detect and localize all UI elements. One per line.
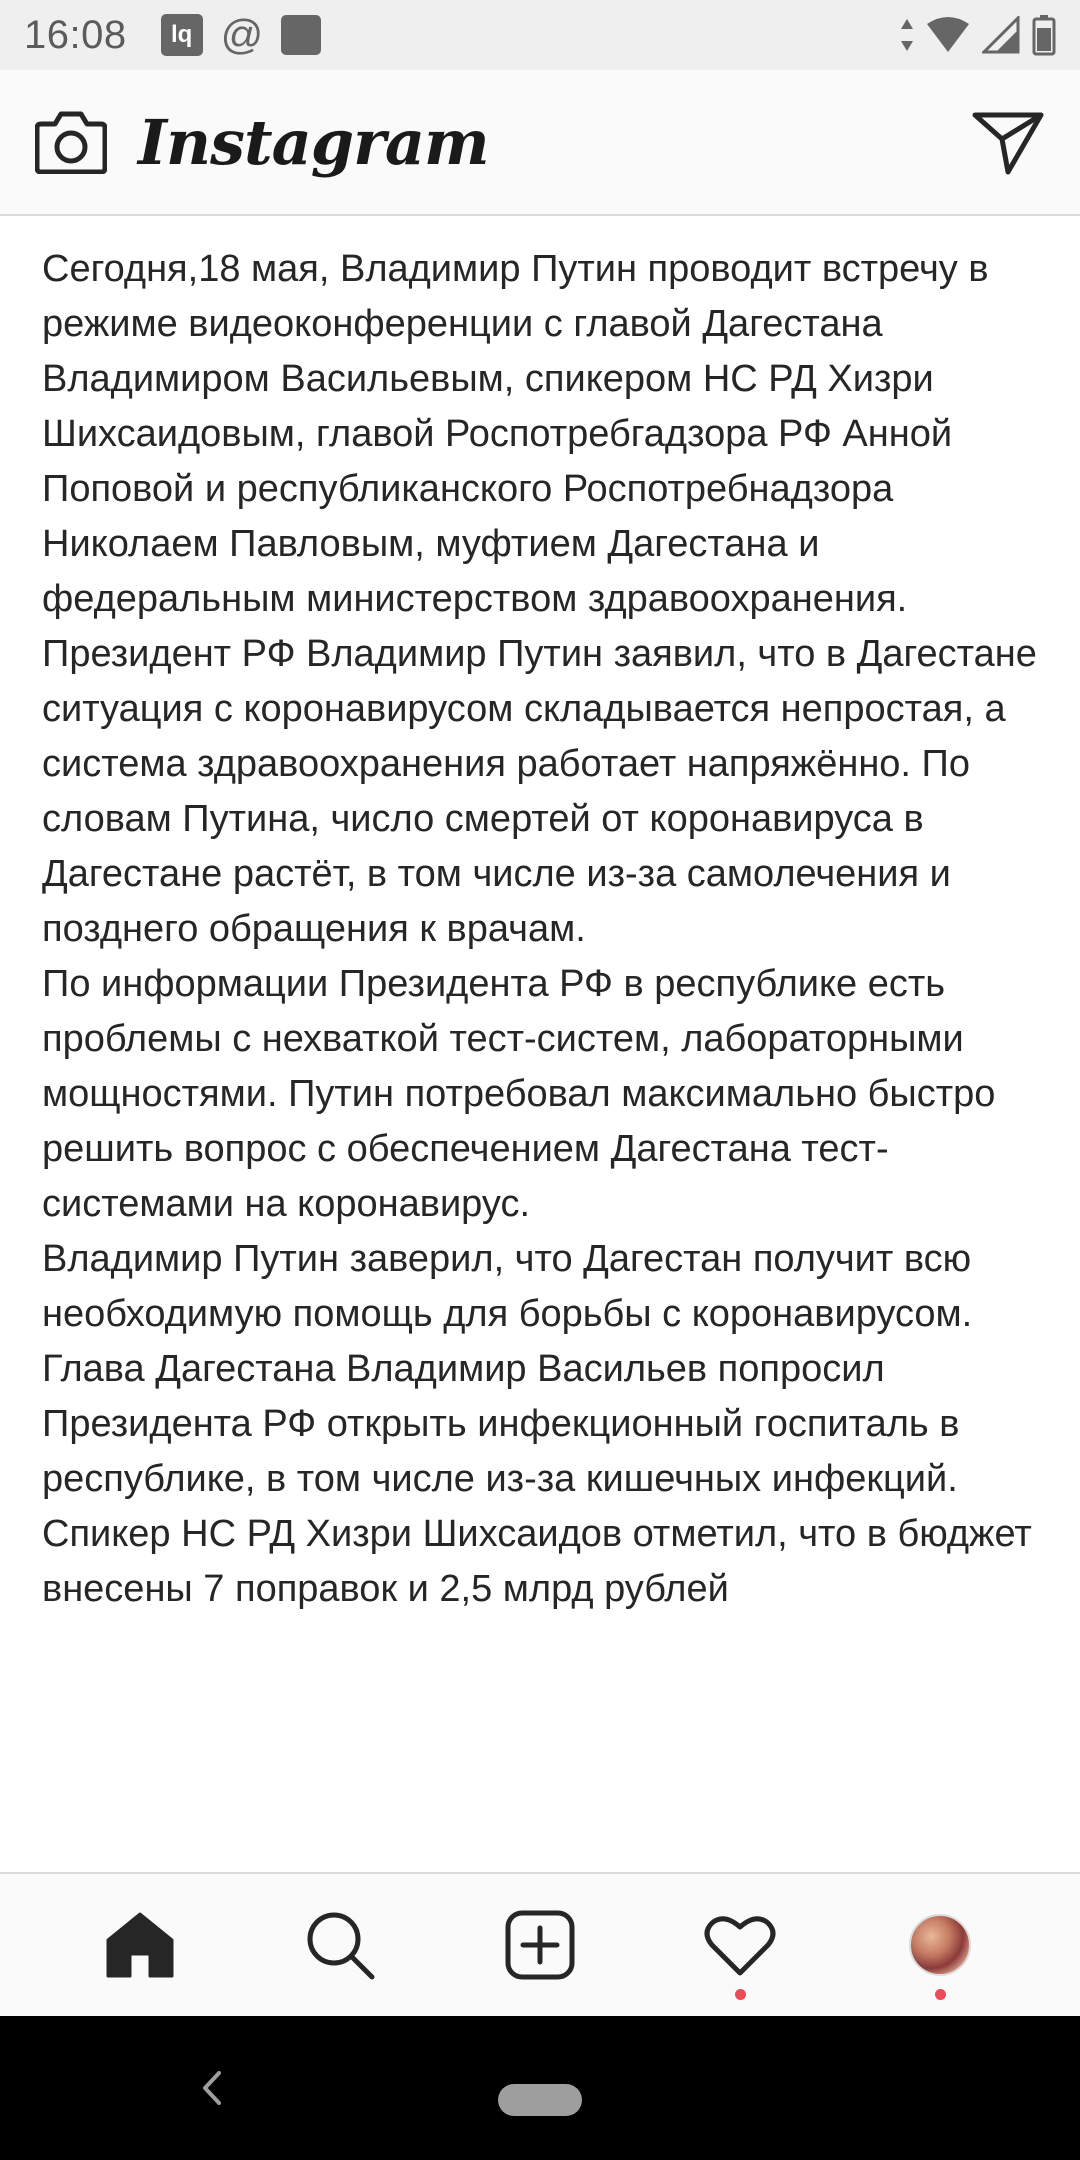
battery-icon [1032,14,1056,56]
caption-paragraph: Глава Дагестана Владимир Васильев попросил Президента РФ открыть инфекционный госпиталь в республике, в том числе из-за кишечных инфекций. [42,1348,960,1500]
heart-icon [704,1913,776,1977]
nav-activity[interactable] [695,1900,785,1990]
direct-messages-button[interactable] [970,104,1046,180]
activity-notification-dot [735,1989,746,2000]
caption-paragraph: По информации Президента РФ в республике есть проблемы с нехваткой тест-систем, лабораторными мощностями. Путин потребовал максимально быстро решить вопрос с обеспечением Дагестана тест-системами на коронавирус. [42,963,996,1225]
instagram-logo: Instagram [138,105,489,179]
wifi-icon [926,16,970,54]
status-bar [0,0,1080,70]
nav-home[interactable] [95,1900,185,1990]
nav-new-post[interactable] [495,1900,585,1990]
notification-icons [161,11,322,58]
camera-button[interactable] [34,105,108,179]
caption-paragraph: Владимир Путин заверил, что Дагестан получит всю необходимую помощь для борьбы с коронавирусом. [42,1238,973,1335]
caption-paragraph: Президент РФ Владимир Путин заявил, что в Дагестане ситуация с коронавирусом складывается непростая, а система здравоохранения работает напряжённо. По словам Путина, число смертей от коронавируса в Дагестане растёт, в том числе из-за самолечения и позднего обращения к врачам. [42,633,1037,950]
nav-profile[interactable] [895,1900,985,1990]
post-caption [42,242,1042,1617]
app-notification-icon [281,15,321,55]
search-icon [304,1909,376,1981]
app-header [0,70,1080,216]
direct-send-icon [972,109,1044,175]
post-content[interactable] [0,216,1080,1872]
home-pill-icon[interactable] [498,2084,582,2116]
caption-paragraph: Спикер НС РД Хизри Шихсаидов отметил, что в бюджет внесены 7 поправок и 2,5 млрд рублей [42,1513,1032,1610]
home-icon [104,1910,176,1980]
profile-notification-dot [935,1989,946,2000]
lq-app-icon: lq [161,14,203,56]
profile-avatar [909,1914,971,1976]
camera-icon [35,110,107,174]
caption-paragraph: Сегодня,18 мая, Владимир Путин проводит встречу в режиме видеоконференции с главой Дагестана Владимиром Васильевым, спикером НС РД Хизри Шихсаидовым, главой Роспотребгадзора РФ Анной Поповой и республиканского Роспотребнадзора Николаем Павловым, муфтием Дагестана и федеральным министерством здравоохранения. [42,248,989,620]
signal-icon [982,16,1020,54]
system-nav-bar [0,2016,1080,2160]
back-chevron-icon [201,2070,223,2106]
status-indicators [900,14,1056,56]
add-post-icon [505,1910,575,1980]
status-time: 16:08 [24,12,127,57]
back-button[interactable] [192,2066,232,2110]
at-sign-icon: @ [220,11,264,58]
bottom-nav [0,1872,1080,2016]
nav-search[interactable] [295,1900,385,1990]
data-arrows-icon [900,17,914,53]
